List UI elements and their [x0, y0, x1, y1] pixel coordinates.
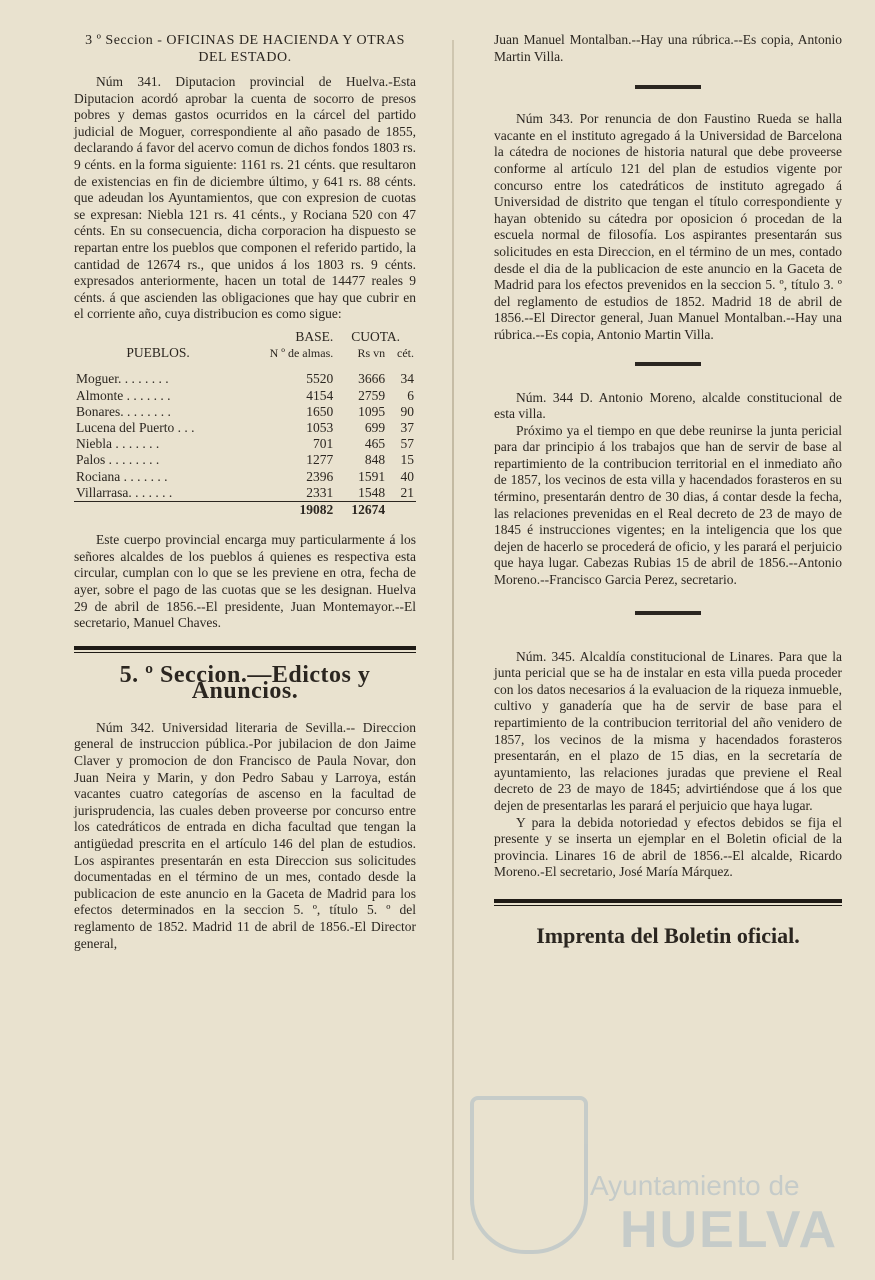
watermark-logo	[470, 1090, 850, 1270]
table-row: Rociana . . . . . . . 2396 1591 40	[76, 468, 414, 484]
notice-342-continued: Juan Manuel Montalban.--Hay una rúbrica.--Es copia, Antonio Martin Villa.	[494, 32, 842, 64]
watermark-line1: Ayuntamiento de	[590, 1170, 800, 1201]
table-row: Villarrasa. . . . . . . 2331 1548 21	[76, 484, 414, 500]
notice-341-closing: Este cuerpo provincial encarga muy particularmente á los señores alcaldes de los pueblos á quienes es respectiva esta circular, cumplan con lo que se les previene en otra, fecha de ayer, sobre el pago de las cuotas que se les designan. Huelva 29 de abril de 1856.--El presidente, Juan Montemayor.--El secretario, Manuel Chaves.	[74, 532, 416, 631]
notice-344-heading: Núm. 344 D. Antonio Moreno, alcalde constitucional de esta villa.	[494, 389, 842, 422]
right-column	[494, 32, 842, 948]
section-title: 5. º Seccion.—Edictos y Anuncios.	[119, 661, 371, 705]
section-header: 3 º Seccion - OFICINAS DE HACIENDA Y OTRAS DEL ESTADO.	[85, 33, 405, 65]
table-row: Bonares. . . . . . . . 1650 1095 90	[76, 403, 414, 419]
divider-short	[635, 611, 701, 615]
notice-345-closing: Y para la debida notoriedad y efectos debidos se fija el presente y se inserta un ejemplar en el Boletin oficial de la provincia. Linares 16 de abril de 1856.--El alcalde, Ricardo Moreno.-El secretario, José María Márquez.	[494, 814, 842, 880]
table-row: Almonte . . . . . . . 4154 2759 6	[76, 387, 414, 403]
table-row: Palos . . . . . . . . 1277 848 15	[76, 452, 414, 468]
col-cent: cét.	[397, 346, 414, 361]
watermark-line2: HUELVA	[620, 1201, 839, 1259]
printer-imprint: Imprenta del Boletin oficial.	[536, 922, 800, 948]
table-row: Lucena del Puerto . . . 1053 699 37	[76, 419, 414, 435]
notice-345-body: Núm. 345. Alcaldía constitucional de Linares. Para que la junta pericial que se ha de instalar en esta villa pueda proceder con los datos necesarios á la evaluacion de la riqueza inmueble, cultivo y ganadería que ha de servir de base para el repartimiento de la contribucion territorial del año venidero de 1857, los vecinos de la misma y hacendados forasteros presentarán, en el plazo de 15 dias, en la secretaría de ayuntamiento, las relaciones juradas que previene el Real decreto de 23 de mayo de 1845; advirtiéndose que á los que dejen de presentarlas les parará el perjuicio que haya lugar.	[494, 648, 842, 813]
divider-thick	[74, 646, 416, 650]
notice-341: Núm 341. Diputacion provincial de Huelva.-Esta Diputacion acordó aprobar la cuenta de socorro de presos pobres y demas gastos ocurridos en la cárcel del partido judicial de Moguer, correspondiente al año pasado de 1855, declarando á favor del acervo comun de dichos fondos 1803 rs. 9 cénts. en la forma siguiente: 1161 rs. 21 cénts. que resultaron de existencias en fin de diciembre último, y 641 rs. 88 cénts. que adeudan los Ayuntamientos, que con expresion de cuotas se expresan: Niebla 121 rs. 41 cénts., y Rociana 520 con 47 cénts. En su consecuencia, dicha corporacion ha dispuesto se repartan entre los pueblos que componen el referido partido, la cantidad de 12674 rs., que unidos á los 1803 rs. 9 cénts. expresados anteriormente, hacen un total de 14477 reales 9 cénts. á que ascienden las obligaciones que hay que cubrir en el corriente año, cuya distribucion es como sigue:	[74, 74, 416, 322]
distribution-table	[74, 329, 416, 518]
col-base: BASE.	[295, 328, 334, 344]
notice-342: Núm 342. Universidad literaria de Sevilla.-- Direccion general de instruccion pública.-Por jubilacion de don Jaime Claver y promocion de don Francisco de Paula Novar, don Juan Neira y Marin, y don Pedro Sabau y Larroya, están vacantes cuatro categorías de ascenso en la facultad de jurisprudencia, las cuales deben proveerse por concurso entre los catedráticos de entrada en dicha facultad que tengan la antigüedad prescrita en el artículo 146 del plan de estudios. Los aspirantes presentarán en esta Direccion sus solicitudes documentadas en el término de un mes, contado desde la publicacion de este anuncio en la Gaceta de Madrid para los efectos determinados en la seccion 5. º, título 5. º del reglamento de 1852. Madrid 11 de abril de 1856.-El Director general,	[74, 719, 416, 951]
table-row: Niebla . . . . . . . 701 465 57	[76, 436, 414, 452]
divider-thick	[494, 899, 842, 903]
col-rs: Rs vn	[357, 346, 386, 361]
divider-thin	[494, 905, 842, 906]
notice-344-body: Próximo ya el tiempo en que debe reunirse la junta pericial para dar principio á los trabajos que han de servir de base al repartimiento de la contribucion territorial en el inmediato año de 1857, los vecinos de esta villa y hacendados forasteros en su término, presentarán dentro de 30 dias, á contar desde la fecha, las relaciones prevenidas en el Real decreto de 23 de mayo de 1845 é instrucciones vigentes; en la inteligencia que los que dejen de hacerlo se procederá de oficio, y les parará el perjuicio que haya lugar. Cabezas Rubias 15 de abril de 1856.--Antonio Moreno.--Francisco Garcia Perez, secretario.	[494, 422, 842, 588]
left-column	[74, 32, 416, 952]
col-cuota: CUOTA.	[351, 328, 401, 344]
divider-short	[635, 362, 701, 366]
column-fold	[452, 40, 454, 1260]
col-almas: N º de almas.	[269, 346, 334, 361]
divider-short	[635, 85, 701, 89]
table-row: Moguer. . . . . . . . 5520 3666 34	[76, 371, 414, 387]
seal-icon	[470, 1096, 588, 1254]
table-total-row: 19082 12674	[74, 501, 416, 518]
col-pueblos: PUEBLOS.	[126, 345, 190, 361]
notice-343: Núm 343. Por renuncia de don Faustino Rueda se halla vacante en el instituto agregado á la Universidad de Barcelona la cátedra de nociones de historia natural que debe proveerse conforme al artículo 121 del plan de estudios vigente por concurso entre los catedráticos de instituto agregado á Universidad de distrito que tengan el título correspondiente y hayan obtenido su cátedra por oposicion ó procedan de la escuela normal de filosofía. Los aspirantes presentarán sus solicitudes en esta Direccion, en el término de un mes, contado desde el dia de la publicacion de este anuncio en la Gaceta de Madrid para los efectos prevenidos en la seccion 5. º, título 3. º del reglamento de estudios de 1852. Madrid 18 de abril de 1856.--El Director general, Juan Manuel Montalban.--Hay una rúbrica.--Es copia, Antonio Martin Villa.	[494, 111, 842, 342]
divider-thin	[74, 652, 416, 653]
